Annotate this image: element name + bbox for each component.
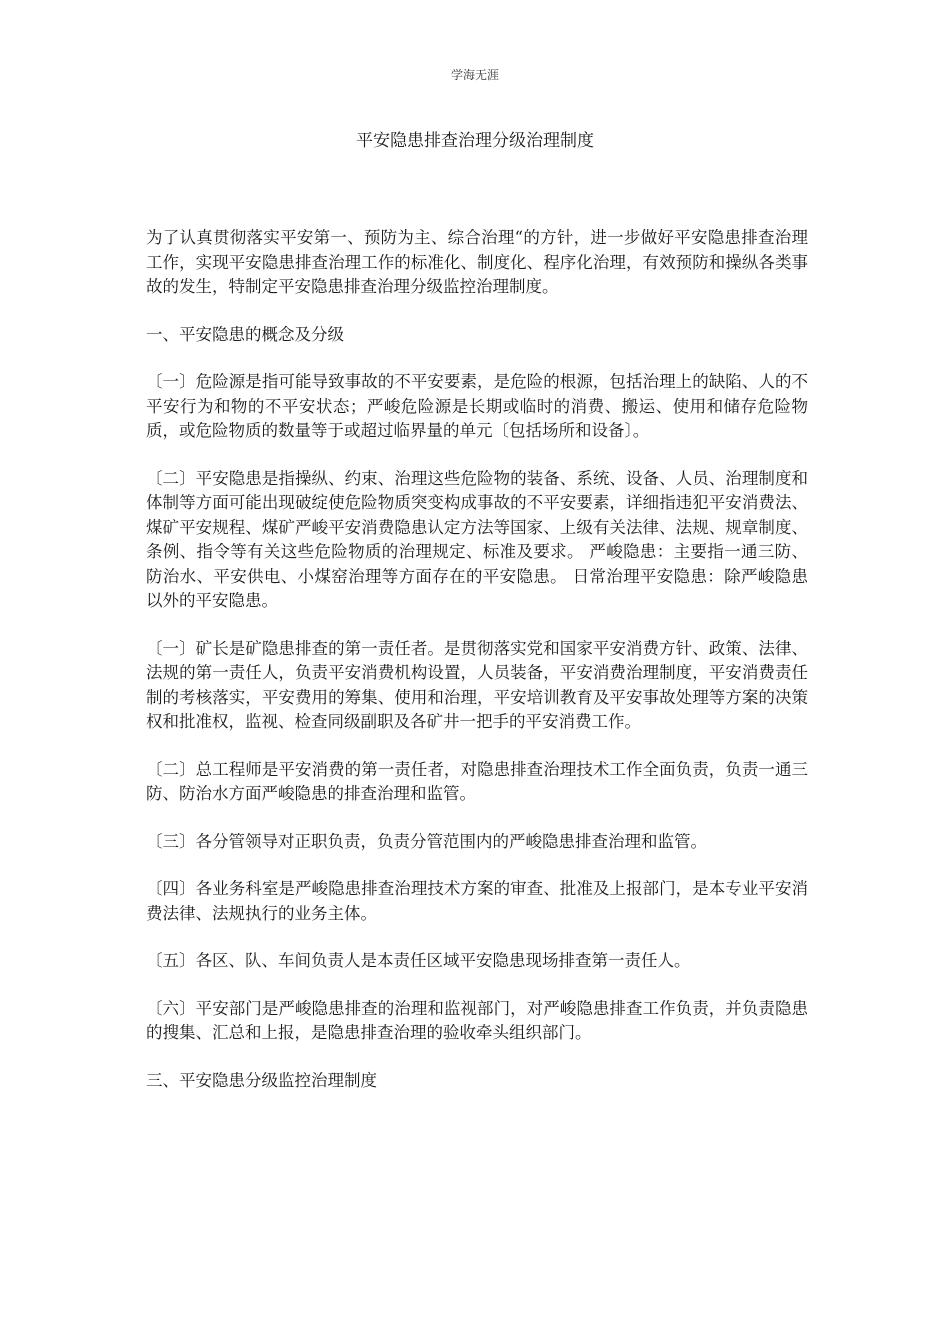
paragraph-business-departments: 〔四〕各业务科室是严峻隐患排查治理技术方案的审查、批准及上报部门，是本专业平安消费法律、法规执行的业务主体。: [146, 879, 808, 923]
paragraph-division-leaders: 〔三〕各分管领导对正职负责，负责分管范围内的严峻隐患排查治理和监管。: [146, 831, 707, 851]
page-header: 学海无涯: [450, 68, 499, 82]
paragraph-team-leaders: 〔五〕各区、队、车间负责人是本责任区域平安隐患现场排查第一责任人。: [146, 951, 691, 970]
intro-paragraph: 为了认真贯彻落实平安第一、预防为主、综合治理“的方针，进一步做好平安隐患排查治理工作，实现平安隐患排查治理工作的标准化、制度化、程序化治理，有效预防和操纵各类事故的发生，特制定平安隐患排查治理分级监控治理制度。: [146, 228, 808, 296]
document-body: [146, 226, 808, 1116]
document-title: 平安隐患排查治理分级治理制度: [356, 131, 594, 151]
paragraph-safety-hazard: 〔二〕平安隐患是指操纵、约束、治理这些危险物的装备、系统、设备、人员、治理制度和体制等方面可能出现破绽使危险物质突变构成事故的不平安要素，详细指违犯平安消费法、煤矿平安规程、煤矿严峻平安消费隐患认定方法等国家、上级有关法律、法规、规章制度、条例、指令等有关这些危险物质的治理规定、标准及要求。 严峻隐患：主要指一通三防、防治水、平安供电、小煤窑治理等方面存在的平安隐患。 日常治理平安隐患：除严峻隐患以外的平安隐患。: [146, 468, 808, 610]
section-heading-3: 三、平安隐患分级监控治理制度: [146, 1070, 377, 1090]
paragraph-hazard-source: 〔一〕危险源是指可能导致事故的不平安要素，是危险的根源，包括治理上的缺陷、人的不平安行为和物的不平安状态；严峻危险源是长期或临时的消费、搬运、使用和储存危险物质，或危险物质的数量等于或超过临界量的单元〔包括场所和设备〕。: [146, 372, 808, 440]
paragraph-chief-engineer: 〔二〕总工程师是平安消费的第一责任者，对隐患排查治理技术工作全面负责，负责一通三防、防治水方面严峻隐患的排查治理和监管。: [146, 759, 808, 803]
paragraph-mine-director: 〔一〕矿长是矿隐患排查的第一责任者。是贯彻落实党和国家平安消费方针、政策、法律、法规的第一责任人，负责平安消费机构设置，人员装备，平安消费治理制度，平安消费责任制的考核落实，平安费用的筹集、使用和治理，平安培训教育及平安事故处理等方案的决策权和批准权，监视、检查同级副职及各矿井一把手的平安消费工作。: [146, 638, 808, 731]
section-heading-1: 一、平安隐患的概念及分级: [146, 324, 344, 344]
paragraph-safety-department: 〔六〕平安部门是严峻隐患排查的治理和监视部门，对严峻隐患排查工作负责，并负责隐患的搜集、汇总和上报，是隐患排查治理的验收牵头组织部门。: [146, 998, 808, 1042]
